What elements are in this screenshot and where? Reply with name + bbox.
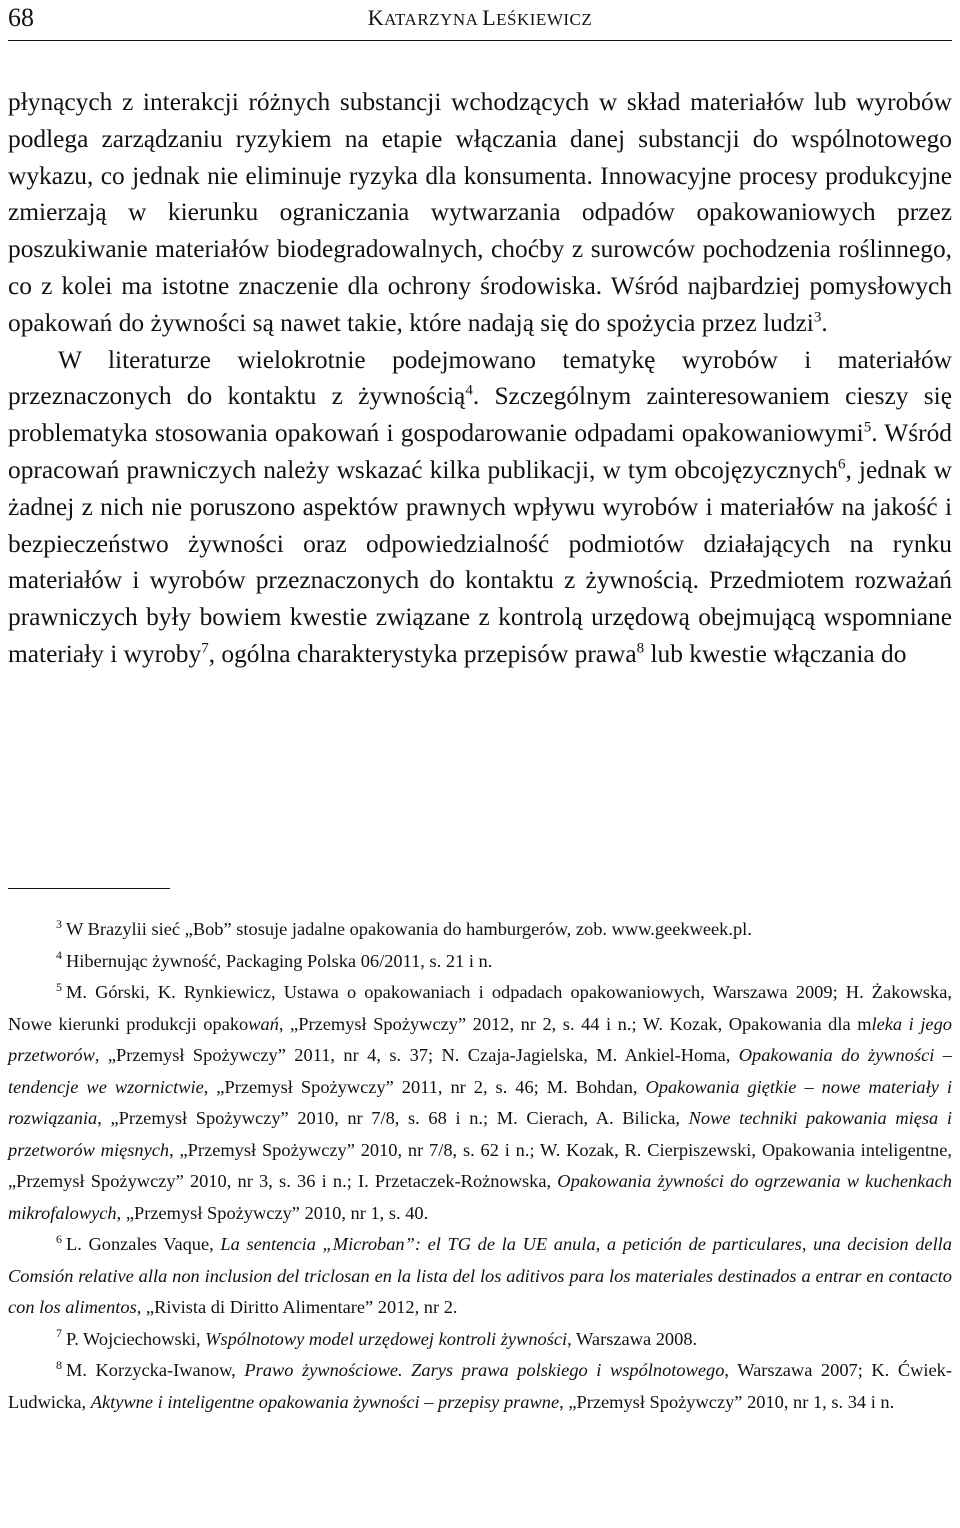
footnote-5: $^5$ M. Górski, K. Rynkiewicz, Ustawa o opakowaniach i odpadach opakowaniowych, Warszawa 2009; H. Żakowska, Nowe kierunki produkcji opakowań, „Przemysł Spożywczy” 2012, nr 2, s. 44 i n.; W. Kozak, Opakowania dla mleka i jego przetworów, „Przemysł Spożywczy” 2011, nr 4, s. 37; N. Czaja-Jagielska, M. Ankiel-Homa, Opakowania do żywności – tendencje we wzornictwie, „Przemysł Spożywczy” 2011, nr 2, s. 46; M. Bohdan, Opakowania giętkie – nowe materiały i rozwiązania, „Przemysł Spożywczy” 2010, nr 7/8, s. 68 i n.; M. Cierach, A. Bilicka, Nowe techniki pakowania mięsa i przetworów mięsnych, „Przemysł Spożywczy” 2010, nr 7/8, s. 62 i n.; W. Kozak, R. Cierpiszewski, Opakowania inteligentne, „Przemysł Spożywczy” 2010, nr 3, s. 36 i n.; I. Przetaczek-Rożnowska, Opakowania żywności do ogrzewania w kuchenkach mikrofalowych, „Przemysł Spożywczy” 2010, nr 1, s. 40. [8, 979, 952, 1223]
main-text [8, 84, 952, 673]
page-header [0, 0, 960, 40]
header-rule [8, 40, 952, 41]
page-number: 68 [8, 3, 34, 32]
footnote-ref-3[interactable]: 3 [813, 309, 822, 326]
footnote-ref-5[interactable]: 5 [863, 419, 872, 436]
footnote-ref-4[interactable]: 4 [465, 382, 473, 399]
footnote-4: $^4$ Hibernując żywność, Packaging Polska 06/2011, s. 21 i n. [56, 948, 493, 971]
footnote-ref-8[interactable]: 8 [636, 640, 645, 657]
paragraph-2: W literaturze wielokrotnie podejmowano tematykę wyrobów i materiałów przeznaczonych do kontaktu z żywnością$^4$. Szczególnym zainteresowaniem cieszy się problematyka stosowania opakowań i gospodarowanie odpadami opakowaniowymi$^5$. Wśród opracowań prawniczych należy wskazać kilka publikacji, w tym obcojęzycznych$^6$, jednak w żadnej z nich nie poruszono aspektów prawnych wpływu wyrobów i materiałów na jakość i bezpieczeństwo żywności oraz odpowiedzialność podmiotów działających na rynku materiałów i wyrobów przeznaczonych do kontaktu z żywnością. Przedmiotem rozważań prawniczych były bowiem kwestie związane z kontrolą urzędową obejmującą wspomniane materiały i wyroby$^7$, ogólna charakterystyka przepisów prawa$^8$ lub kwestie włączania do [8, 345, 952, 668]
footnote-separator [8, 888, 170, 889]
footnote-3: $^3$ W Brazylii sieć „Bob” stosuje jadalne opakowania do hamburgerów, zob. www.geekweek.pl. [56, 916, 752, 939]
footnote-ref-6[interactable]: 6 [837, 456, 846, 473]
footnote-7: $^7$ P. Wojciechowski, Wspólnotowy model urzędowej kontroli żywności, Warszawa 2008. [56, 1326, 698, 1349]
footnote-8: $^8$ M. Korzycka-Iwanow, Prawo żywnościowe. Zarys prawa polskiego i wspólnotowego, Warszawa 2007; K. Ćwiek-Ludwicka, Aktywne i inteligentne opakowania żywności – przepisy prawne, „Przemysł Spożywczy” 2010, nr 1, s. 34 i n. [8, 1357, 952, 1412]
footnotes [8, 914, 952, 1418]
running-head-author: KATARZYNA LEŚKIEWICZ [367, 5, 593, 30]
footnote-6: $^6$ L. Gonzales Vaque, La sentencia „Microban”: el TG de la UE anula, a petición de particulares, una decision della Comsión relative alla non inclusion del triclosan en la lista del los aditivos para los materiales destinados a entrar en contacto con los alimentos, „Rivista di Diritto Alimentare” 2012, nr 2. [8, 1231, 952, 1317]
footnote-ref-7[interactable]: 7 [201, 640, 209, 657]
paragraph-1: płynących z interakcji różnych substancji wchodzących w skład materiałów lub wyrobów podlega zarządzaniu ryzykiem na etapie włączania danej substancji do wspólnotowego wykazu, co jednak nie eliminuje ryzyka dla konsumenta. Innowacyjne procesy produkcyjne zmierzają w kierunku ograniczania wytwarzania odpadów opakowaniowych przez poszukiwanie materiałów biodegradowalnych, choćby z surowców pochodzenia roślinnego, co z kolei ma istotne znaczenie dla ochrony środowiska. Wśród najbardziej pomysłowych opakowań do żywności są nawet takie, które nadają się do spożycia przez ludzi$^3$. [8, 88, 952, 337]
